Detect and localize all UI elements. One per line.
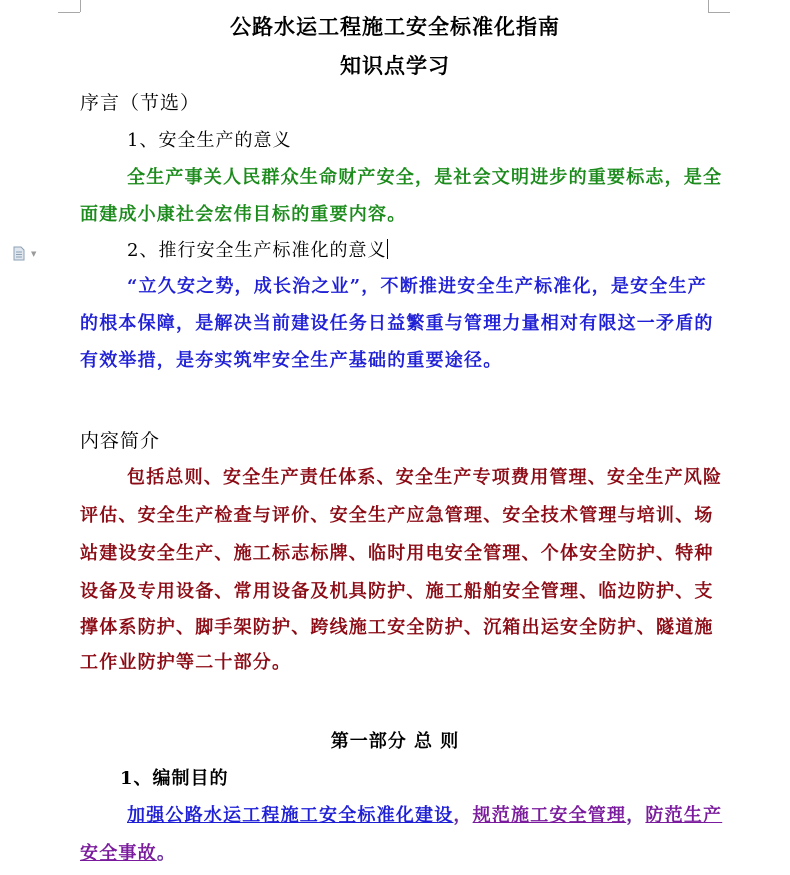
text-cursor (387, 239, 388, 259)
summary-line6: 工作业防护等二十部分。 (80, 652, 292, 673)
preface-item2-text-line3: 有效举措，是夯实筑牢安全生产基础的重要途径。 (80, 350, 503, 371)
preface-item2-heading-text: 2、推行安全生产标准化的意义 (127, 240, 387, 261)
summary-line4: 设备及专用设备、常用设备及机具防护、施工船舶安全管理、临边防护、支 (80, 581, 714, 602)
preface-item1-text-line1: 全生产事关人民群众生命财产安全，是社会文明进步的重要标志，是全 (127, 167, 723, 188)
caret-down-icon[interactable]: ▼ (31, 250, 37, 258)
purpose-link-4[interactable]: 安全事故 (80, 843, 157, 864)
preface-item2-text-line2: 的根本保障，是解决当前建设任务日益繁重与管理力量相对有限这一矛盾的 (80, 313, 714, 334)
document-icon[interactable] (13, 246, 25, 261)
summary-line3: 站建设安全生产、施工标志标牌、临时用电安全管理、个体安全防护、特种 (80, 543, 714, 564)
summary-line5: 撑体系防护、脚手架防护、跨线施工安全防护、沉箱出运安全防护、隧道施 (80, 617, 714, 638)
preface-item1-heading: 1、安全生产的意义 (127, 130, 292, 151)
preface-heading: 序言（节选） (80, 92, 201, 114)
purpose-line1 (127, 805, 722, 827)
purpose-link-3[interactable]: 防范生产 (645, 805, 723, 826)
purpose-sep-2: ， (626, 805, 646, 826)
purpose-sep-1: ， (453, 805, 473, 826)
preface-item2-text-line1: “立久安之势，成长治之业”，不断推进安全生产标准化，是安全生产 (127, 276, 707, 297)
page-corner-mark-right (708, 0, 730, 13)
document-title: 公路水运工程施工安全标准化指南 (230, 14, 560, 39)
part1-item1-heading: 1、编制目的 (120, 768, 229, 789)
preface-item1-text-line2: 面建成小康社会宏伟目标的重要内容。 (80, 204, 407, 225)
purpose-end: 。 (156, 843, 177, 864)
purpose-link-1[interactable]: 加强公路水运工程施工安全标准化建设 (127, 805, 454, 826)
preface-item2-heading (127, 239, 388, 262)
summary-line2: 评估、安全生产检查与评价、安全生产应急管理、安全技术管理与培训、场 (80, 505, 714, 526)
document-subtitle: 知识点学习 (340, 53, 450, 78)
part1-title: 第一部分 总 则 (330, 731, 460, 752)
summary-heading: 内容简介 (80, 430, 161, 452)
page-corner-mark-left (58, 0, 80, 13)
purpose-link-2[interactable]: 规范施工安全管理 (472, 805, 627, 826)
summary-line1: 包括总则、安全生产责任体系、安全生产专项费用管理、安全生产风险 (127, 467, 723, 488)
purpose-line2 (80, 843, 176, 865)
